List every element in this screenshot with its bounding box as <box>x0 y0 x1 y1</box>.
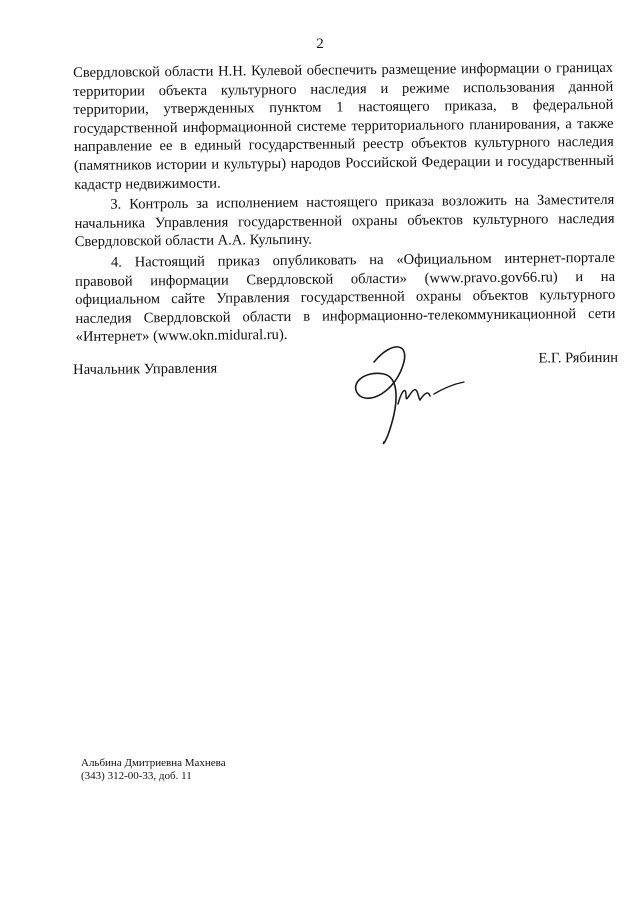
signatory-name: Е.Г. Рябинин <box>538 349 619 367</box>
contact-name: Альбина Дмитриевна Махнева <box>81 757 226 769</box>
contact-phone: (343) 312-00-33, доб. 11 <box>81 770 192 782</box>
document-body <box>73 59 616 347</box>
contact-info <box>81 757 226 783</box>
paragraph-4-publication: 4. Настоящий приказ опубликовать на «Официальном интернет-портале правовой информации Свердловской области» (www.pravo.gov66.ru) и на официальном сайте Управления государственной охраны объектов культурного наследия Свердловской области в информационно-телекоммуникационной сети «Интернет» (www.okn.midural.ru). <box>75 249 616 346</box>
paragraph-3-control: 3. Контроль за исполнением настоящего приказа возложить на Заместителя начальника Управления государственной охраны объектов культурного наследия Свердловской области А.А. Кульпину. <box>74 191 615 251</box>
page-number: 2 <box>316 36 324 52</box>
signatory-title: Начальник Управления <box>73 360 218 378</box>
handwritten-signature <box>340 334 480 454</box>
paragraph-continuation: Свердловской области Н.Н. Кулевой обеспечить размещение информации о границах территории объекта культурного наследия и режиме использования данной территории, утвержденных пунктом 1 настоящего приказа, в федеральной государственной информационной системе территориального планирования, а также направление ее в единый государственный реестр объектов культурного наследия (памятников истории и культуры) народов Российской Федерации и государственный кадастр недвижимости. <box>73 59 615 193</box>
